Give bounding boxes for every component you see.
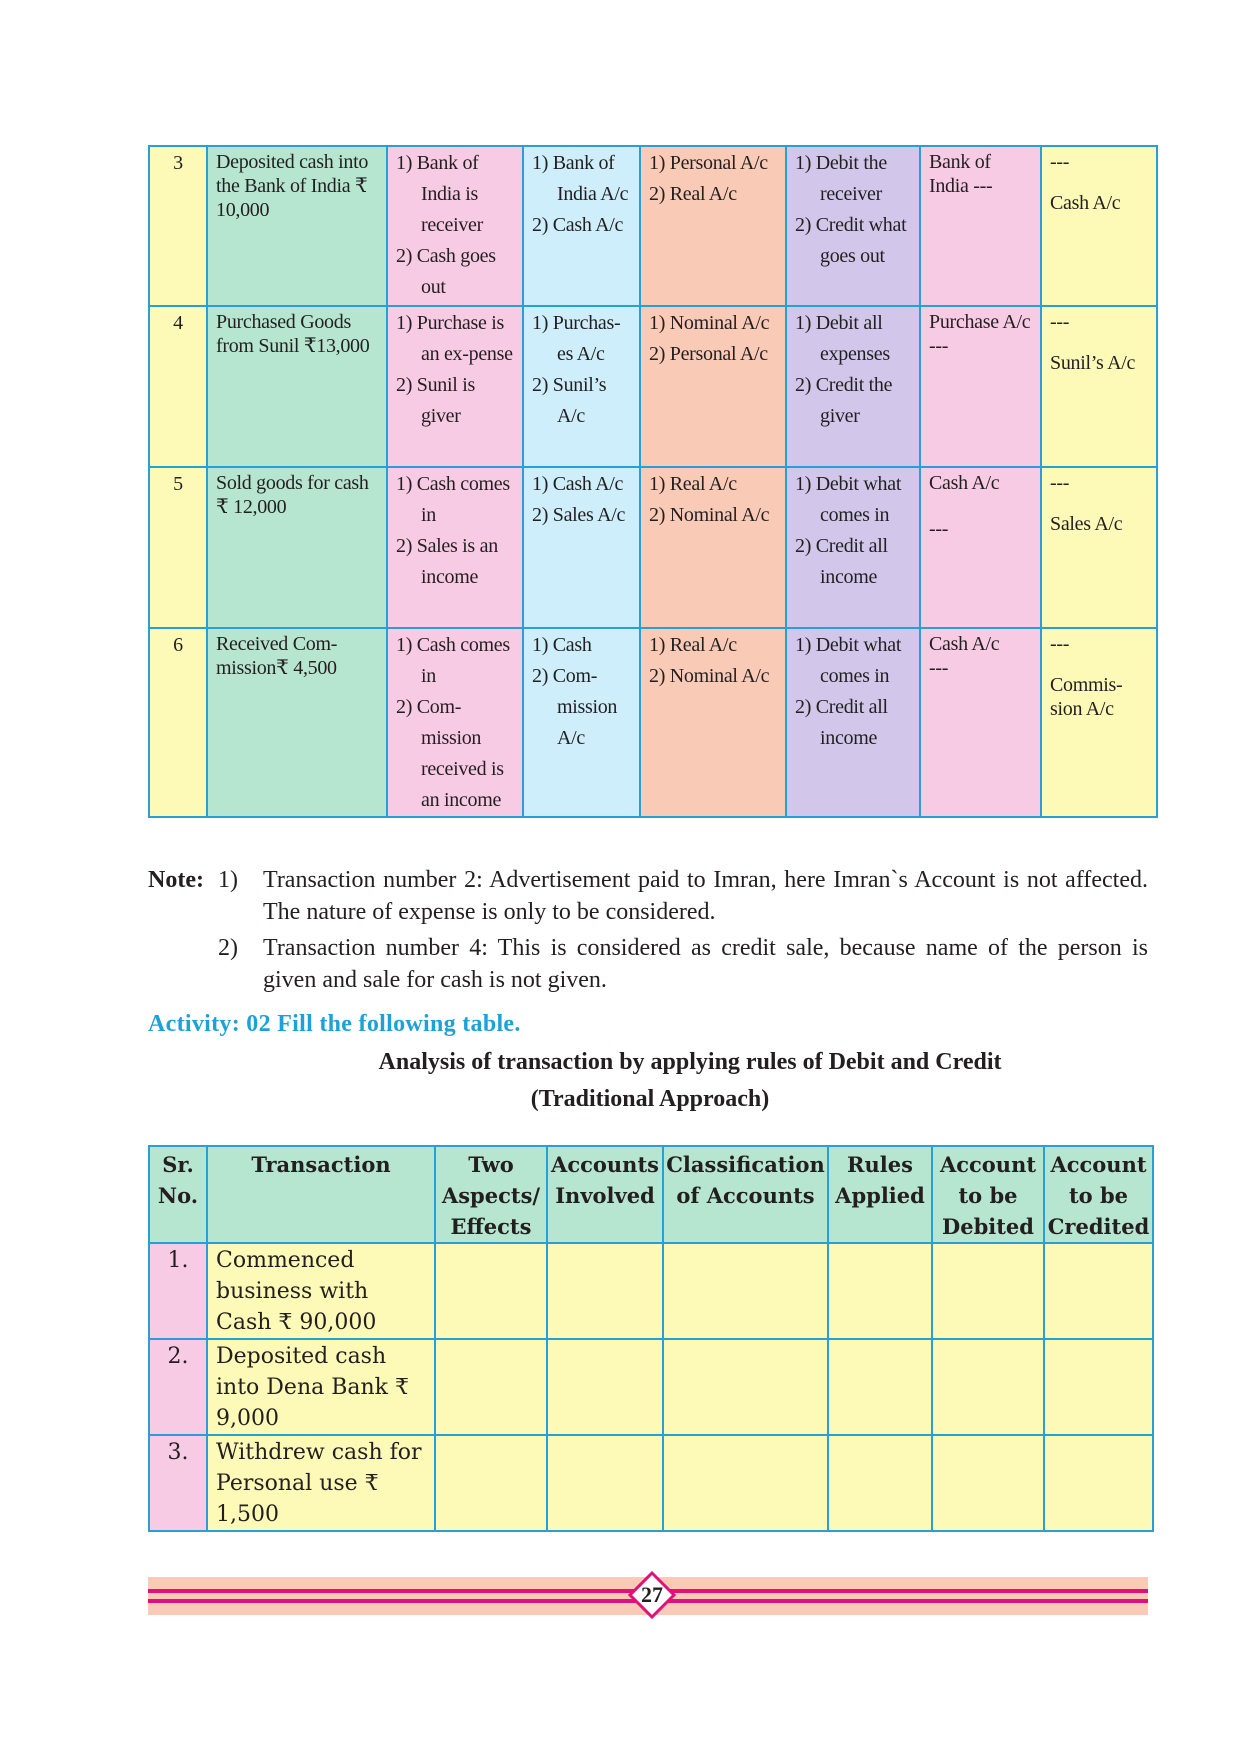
blank-cell: [828, 1243, 932, 1339]
account-item: 2) Sales A/c: [532, 504, 626, 526]
note-item: [148, 932, 1148, 996]
debited-dash: ---: [929, 657, 949, 679]
credited-cell: [1041, 628, 1157, 817]
credited-account: Cash A/c: [1050, 192, 1121, 214]
blank-cell: [828, 1435, 932, 1531]
rule-item: 2) Credit what goes out: [795, 214, 907, 267]
serial-number: 4: [149, 306, 207, 467]
debited-account: Bank of India ---: [929, 151, 993, 197]
rule-item: 2) Credit the giver: [795, 374, 893, 427]
table-row: [149, 467, 1157, 628]
header-sr-no: Sr. No.: [149, 1146, 207, 1243]
header-row: [149, 1146, 1153, 1243]
credited-cell: [1041, 467, 1157, 628]
rule-item: 1) Debit what comes in: [795, 473, 902, 526]
blank-cell: [663, 1243, 828, 1339]
header-account-debited: Account to be Debited: [932, 1146, 1044, 1243]
debited-cell: [920, 467, 1041, 628]
aspect-item: 1) Cash comes in: [396, 634, 510, 687]
table-row: [149, 1339, 1153, 1435]
credited-dash: ---: [1050, 633, 1070, 655]
aspect-item: 2) Com-mission received is an income: [396, 696, 504, 811]
account-item: 1) Bank of India A/c: [532, 152, 629, 205]
table-row: [149, 1243, 1153, 1339]
blank-cell: [547, 1435, 663, 1531]
classification-cell: [640, 467, 786, 628]
classification-item: 2) Nominal A/c: [649, 504, 770, 526]
classification-cell: [640, 146, 786, 306]
rule-item: 1) Debit all expenses: [795, 312, 890, 365]
debited-dash: ---: [929, 518, 949, 540]
blank-cell: [932, 1243, 1044, 1339]
note-text: Transaction number 2: Advertisement paid to Imran, here Imran`s Account is not affected. The nature of expense is only to be considered.: [263, 867, 1148, 925]
note-text: Transaction number 4: This is considered as credit sale, because name of the person is given and sale for cash is not given.: [263, 935, 1148, 993]
blank-cell: [435, 1339, 547, 1435]
debited-cell: [920, 628, 1041, 817]
account-item: 2) Com-mission A/c: [532, 665, 618, 749]
account-item: 2) Sunil’s A/c: [532, 374, 607, 427]
page-footer: [148, 1573, 1148, 1617]
debited-cell: [920, 146, 1041, 306]
credited-dash: ---: [1050, 311, 1070, 333]
credited-account: Sales A/c: [1050, 513, 1123, 535]
header-accounts-involved: Accounts Involved: [547, 1146, 663, 1243]
classification-item: 1) Nominal A/c: [649, 312, 770, 334]
accounts-cell: [523, 306, 640, 467]
serial-number: 3: [149, 146, 207, 306]
blank-cell: [932, 1339, 1044, 1435]
rules-cell: [786, 306, 920, 467]
blank-cell: [828, 1339, 932, 1435]
aspects-cell: [387, 306, 523, 467]
rule-item: 1) Debit what comes in: [795, 634, 902, 687]
blank-cell: [435, 1243, 547, 1339]
transactions-analysis-table: [148, 145, 1158, 818]
blank-cell: [547, 1243, 663, 1339]
accounts-cell: [523, 628, 640, 817]
aspect-item: 2) Cash goes out: [396, 245, 496, 298]
table-row: [149, 628, 1157, 817]
aspect-item: 1) Cash comes in: [396, 473, 510, 526]
table-row: [149, 146, 1157, 306]
blank-cell: [547, 1339, 663, 1435]
classification-item: 1) Personal A/c: [649, 152, 768, 174]
aspect-item: 1) Bank of India is receiver: [396, 152, 483, 236]
credited-dash: ---: [1050, 151, 1070, 173]
serial-number: 3.: [149, 1435, 207, 1531]
rule-item: 1) Debit the receiver: [795, 152, 887, 205]
account-item: 1) Cash A/c: [532, 473, 624, 495]
blank-cell: [435, 1435, 547, 1531]
header-two-aspects: Two Aspects/ Effects: [435, 1146, 547, 1243]
debited-account: Cash A/c: [929, 633, 1000, 655]
page-number: 27: [641, 1582, 663, 1607]
aspect-item: 2) Sunil is giver: [396, 374, 475, 427]
serial-number: 5: [149, 467, 207, 628]
transaction-cell: Commenced business with Cash ₹ 90,000: [207, 1243, 435, 1339]
activity-fill-table: [148, 1145, 1154, 1532]
blank-cell: [932, 1435, 1044, 1531]
transaction-cell: Deposited cash into Dena Bank ₹ 9,000: [207, 1339, 435, 1435]
credited-cell: [1041, 306, 1157, 467]
serial-number: 1.: [149, 1243, 207, 1339]
account-item: 2) Cash A/c: [532, 214, 624, 236]
note-number: 2): [218, 935, 238, 961]
accounts-cell: [523, 467, 640, 628]
header-classification: Classification of Accounts: [663, 1146, 828, 1243]
transaction-cell: Received Com-mission₹ 4,500: [207, 628, 387, 817]
debited-account: Cash A/c: [929, 472, 1000, 494]
credited-cell: [1041, 146, 1157, 306]
blank-cell: [1044, 1435, 1153, 1531]
classification-cell: [640, 306, 786, 467]
note-item: [148, 864, 1148, 928]
debited-dash: ---: [929, 335, 949, 357]
activity-title: Activity: 02 Fill the following table.: [148, 1011, 521, 1037]
account-item: 1) Cash: [532, 634, 592, 656]
aspect-item: 2) Sales is an income: [396, 535, 498, 588]
rules-cell: [786, 467, 920, 628]
transaction-cell: Sold goods for cash ₹ 12,000: [207, 467, 387, 628]
blank-cell: [1044, 1339, 1153, 1435]
header-account-credited: Account to be Credited: [1044, 1146, 1153, 1243]
debited-cell: [920, 306, 1041, 467]
table-row: [149, 306, 1157, 467]
table-subheading: (Traditional Approach): [530, 1086, 770, 1112]
accounts-cell: [523, 146, 640, 306]
serial-number: 6: [149, 628, 207, 817]
transaction-cell: Withdrew cash for Personal use ₹ 1,500: [207, 1435, 435, 1531]
rules-cell: [786, 628, 920, 817]
classification-item: 1) Real A/c: [649, 634, 737, 656]
transaction-cell: Purchased Goods from Sunil ₹13,000: [207, 306, 387, 467]
classification-item: 2) Personal A/c: [649, 343, 768, 365]
classification-cell: [640, 628, 786, 817]
note-label: Note:: [148, 867, 204, 893]
table-row: [149, 1435, 1153, 1531]
header-rules-applied: Rules Applied: [828, 1146, 932, 1243]
classification-item: 2) Nominal A/c: [649, 665, 770, 687]
classification-item: 2) Real A/c: [649, 183, 737, 205]
blank-cell: [663, 1339, 828, 1435]
rule-item: 2) Credit all income: [795, 535, 888, 588]
credited-account: Sunil’s A/c: [1050, 352, 1136, 374]
header-transaction: Transaction: [207, 1146, 435, 1243]
classification-item: 1) Real A/c: [649, 473, 737, 495]
serial-number: 2.: [149, 1339, 207, 1435]
account-item: 1) Purchas-es A/c: [532, 312, 621, 365]
note-number: 1): [218, 867, 238, 893]
credited-dash: ---: [1050, 472, 1070, 494]
blank-cell: [1044, 1243, 1153, 1339]
aspects-cell: [387, 628, 523, 817]
aspects-cell: [387, 467, 523, 628]
aspect-item: 1) Purchase is an ex-pense: [396, 312, 513, 365]
aspects-cell: [387, 146, 523, 306]
credited-account: Commis-sion A/c: [1050, 674, 1123, 720]
notes-section: [148, 864, 1148, 996]
rules-cell: [786, 146, 920, 306]
blank-cell: [663, 1435, 828, 1531]
rule-item: 2) Credit all income: [795, 696, 888, 749]
transaction-cell: Deposited cash into the Bank of India ₹ 10,000: [207, 146, 387, 306]
debited-account: Purchase A/c: [929, 311, 1031, 333]
table-heading: Analysis of transaction by applying rules of Debit and Credit: [378, 1049, 1002, 1075]
